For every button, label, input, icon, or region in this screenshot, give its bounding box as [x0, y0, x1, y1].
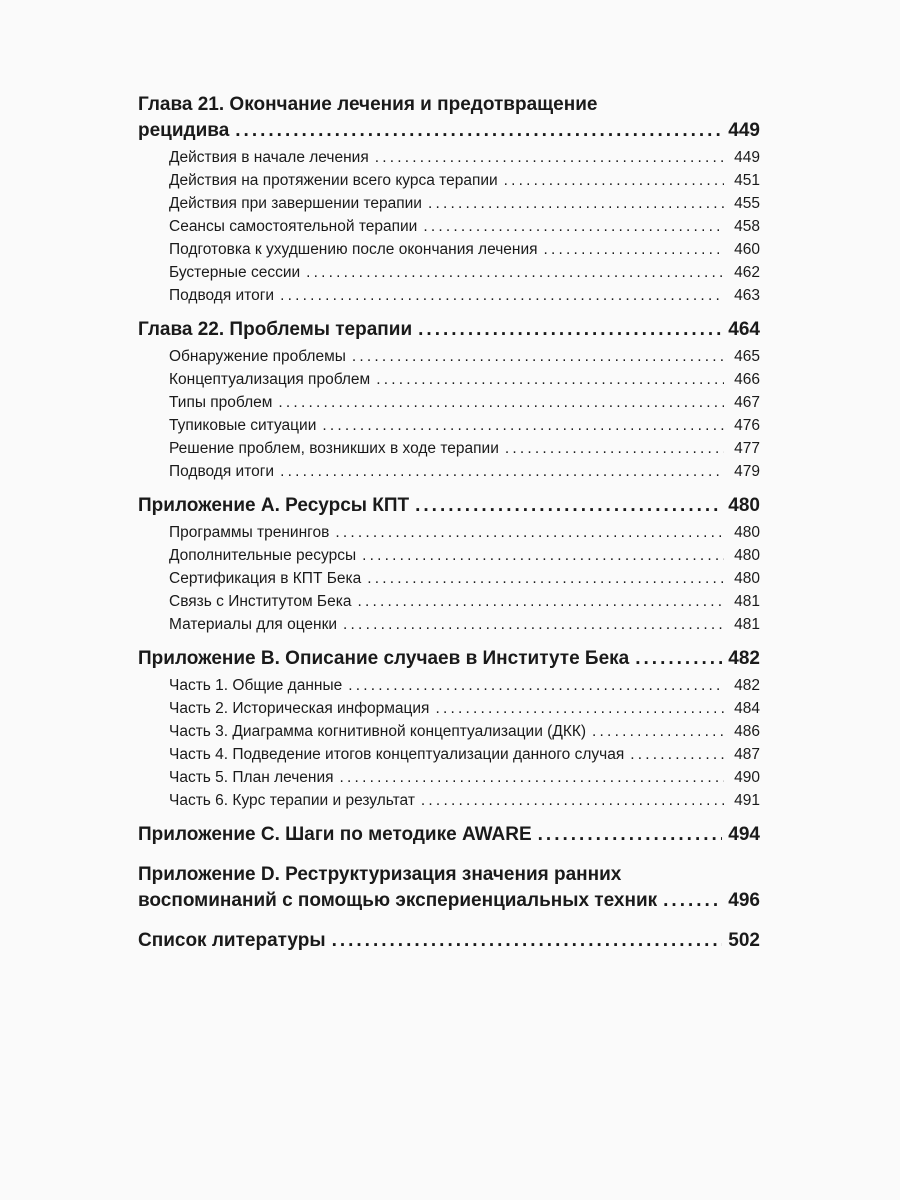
- dot-leader: [235, 118, 722, 144]
- section-page-number: 460: [734, 241, 760, 258]
- dot-leader: [322, 414, 724, 437]
- section-entry[interactable]: [138, 544, 760, 567]
- dot-leader: [375, 146, 724, 169]
- section-page-number: 481: [734, 593, 760, 610]
- section-page-number: 487: [734, 746, 760, 763]
- dot-leader: [340, 766, 724, 789]
- section-title: Подводя итоги: [169, 287, 275, 304]
- toc-chapter-22: [138, 317, 760, 483]
- chapter-page-number: 502: [728, 930, 760, 951]
- section-title: Сеансы самостоятельной терапии: [169, 218, 418, 235]
- section-title: Действия при завершении терапии: [169, 195, 422, 212]
- chapter-title: Приложение А. Ресурсы КПТ: [138, 495, 410, 516]
- section-entry[interactable]: [138, 146, 760, 169]
- dot-leader: [592, 720, 724, 743]
- section-page-number: 480: [734, 570, 760, 587]
- toc-bibliography: [138, 928, 760, 954]
- section-title: Тупиковые ситуации: [169, 417, 317, 434]
- dot-leader: [306, 261, 724, 284]
- chapter-entry[interactable]: [138, 118, 760, 144]
- section-list: [138, 345, 760, 483]
- section-title: Сертификация в КПТ Бека: [169, 570, 362, 587]
- section-page-number: 465: [734, 348, 760, 365]
- section-title: Действия в начале лечения: [169, 149, 369, 166]
- chapter-title-line1: Приложение D. Реструктуризация значения ранних: [138, 864, 622, 885]
- section-page-number: 481: [734, 616, 760, 633]
- toc-appendix-d: [138, 862, 760, 914]
- section-page-number: 458: [734, 218, 760, 235]
- dot-leader: [335, 521, 724, 544]
- chapter-entry[interactable]: [138, 646, 760, 672]
- toc-appendix-c: [138, 822, 760, 848]
- section-entry[interactable]: [138, 789, 760, 812]
- section-title: Часть 6. Курс терапии и результат: [169, 792, 415, 809]
- section-entry[interactable]: [138, 613, 760, 636]
- chapter-page-number: 464: [728, 319, 760, 340]
- dot-leader: [504, 169, 724, 192]
- section-page-number: 482: [734, 677, 760, 694]
- chapter-title: рецидива: [138, 120, 230, 141]
- section-page-number: 467: [734, 394, 760, 411]
- section-entry[interactable]: [138, 437, 760, 460]
- section-list: [138, 521, 760, 636]
- section-title: Часть 3. Диаграмма когнитивной концептуализации (ДКК): [169, 723, 587, 740]
- section-title: Концептуализация проблем: [169, 371, 371, 388]
- section-title: Часть 5. План лечения: [169, 769, 334, 786]
- dot-leader: [415, 493, 722, 519]
- dot-leader: [362, 544, 724, 567]
- section-page-number: 455: [734, 195, 760, 212]
- section-title: Часть 1. Общие данные: [169, 677, 343, 694]
- section-title: Бустерные сессии: [169, 264, 301, 281]
- section-entry[interactable]: [138, 391, 760, 414]
- chapter-title: Глава 22. Проблемы терапии: [138, 319, 413, 340]
- dot-leader: [332, 928, 723, 954]
- section-title: Часть 2. Историческая информация: [169, 700, 430, 717]
- dot-leader: [428, 192, 724, 215]
- chapter-page-number: 496: [728, 890, 760, 911]
- section-page-number: 490: [734, 769, 760, 786]
- section-entry[interactable]: [138, 368, 760, 391]
- section-entry[interactable]: [138, 238, 760, 261]
- section-entry[interactable]: [138, 766, 760, 789]
- chapter-title: Приложение B. Описание случаев в Институте Бека: [138, 648, 630, 669]
- chapter-page-number: 480: [728, 495, 760, 516]
- dot-leader: [357, 590, 724, 613]
- chapter-page-number: 494: [728, 824, 760, 845]
- dot-leader: [421, 789, 724, 812]
- section-title: Программы тренингов: [169, 524, 330, 541]
- chapter-page-number: 449: [728, 120, 760, 141]
- section-list: [138, 146, 760, 307]
- chapter-title-line1: Глава 21. Окончание лечения и предотвращение: [138, 94, 598, 115]
- dot-leader: [343, 613, 724, 636]
- toc-appendix-b: [138, 646, 760, 812]
- section-entry[interactable]: [138, 743, 760, 766]
- toc-chapter-21: [138, 92, 760, 307]
- section-title: Материалы для оценки: [169, 616, 338, 633]
- section-title: Часть 4. Подведение итогов концептуализации данного случая: [169, 746, 625, 763]
- dot-leader: [635, 646, 722, 672]
- section-page-number: 462: [734, 264, 760, 281]
- section-page-number: 463: [734, 287, 760, 304]
- section-entry[interactable]: [138, 674, 760, 697]
- section-title: Решение проблем, возникших в ходе терапии: [169, 440, 499, 457]
- chapter-title: Список литературы: [138, 930, 326, 951]
- dot-leader: [352, 345, 724, 368]
- section-page-number: 480: [734, 547, 760, 564]
- section-page-number: 486: [734, 723, 760, 740]
- section-entry[interactable]: [138, 720, 760, 743]
- dot-leader: [423, 215, 724, 238]
- dot-leader: [418, 317, 722, 343]
- dot-leader: [348, 674, 724, 697]
- chapter-entry[interactable]: [138, 822, 760, 848]
- dot-leader: [280, 460, 724, 483]
- section-page-number: 484: [734, 700, 760, 717]
- toc-appendix-a: [138, 493, 760, 636]
- chapter-entry[interactable]: [138, 888, 760, 914]
- chapter-entry[interactable]: [138, 317, 760, 343]
- section-page-number: 451: [734, 172, 760, 189]
- section-title: Действия на протяжении всего курса терапии: [169, 172, 498, 189]
- section-title: Обнаружение проблемы: [169, 348, 346, 365]
- section-page-number: 480: [734, 524, 760, 541]
- chapter-title: воспоминаний с помощью экспериенциальных техник: [138, 890, 658, 911]
- dot-leader: [544, 238, 724, 261]
- section-page-number: 477: [734, 440, 760, 457]
- dot-leader: [505, 437, 724, 460]
- section-entry[interactable]: [138, 567, 760, 590]
- section-page-number: 449: [734, 149, 760, 166]
- section-entry[interactable]: [138, 521, 760, 544]
- section-title: Подготовка к ухудшению после окончания лечения: [169, 241, 538, 258]
- section-entry[interactable]: [138, 460, 760, 483]
- section-entry[interactable]: [138, 261, 760, 284]
- dot-leader: [630, 743, 724, 766]
- section-title: Дополнительные ресурсы: [169, 547, 357, 564]
- dot-leader: [280, 284, 724, 307]
- section-entry[interactable]: [138, 192, 760, 215]
- section-list: [138, 674, 760, 812]
- section-title: Типы проблем: [169, 394, 273, 411]
- chapter-title: Приложение C. Шаги по методике AWARE: [138, 824, 532, 845]
- chapter-entry[interactable]: [138, 928, 760, 954]
- dot-leader: [435, 697, 724, 720]
- table-of-contents: [138, 92, 760, 964]
- section-title: Подводя итоги: [169, 463, 275, 480]
- section-page-number: 479: [734, 463, 760, 480]
- dot-leader: [538, 822, 723, 848]
- section-page-number: 466: [734, 371, 760, 388]
- section-entry[interactable]: [138, 169, 760, 192]
- section-title: Связь с Институтом Бека: [169, 593, 352, 610]
- section-page-number: 476: [734, 417, 760, 434]
- dot-leader: [278, 391, 724, 414]
- section-entry[interactable]: [138, 414, 760, 437]
- section-page-number: 491: [734, 792, 760, 809]
- dot-leader: [367, 567, 724, 590]
- section-entry[interactable]: [138, 697, 760, 720]
- section-entry[interactable]: [138, 345, 760, 368]
- section-entry[interactable]: [138, 590, 760, 613]
- dot-leader: [376, 368, 724, 391]
- section-entry[interactable]: [138, 215, 760, 238]
- dot-leader: [663, 888, 722, 914]
- chapter-entry[interactable]: [138, 493, 760, 519]
- section-entry[interactable]: [138, 284, 760, 307]
- chapter-page-number: 482: [728, 648, 760, 669]
